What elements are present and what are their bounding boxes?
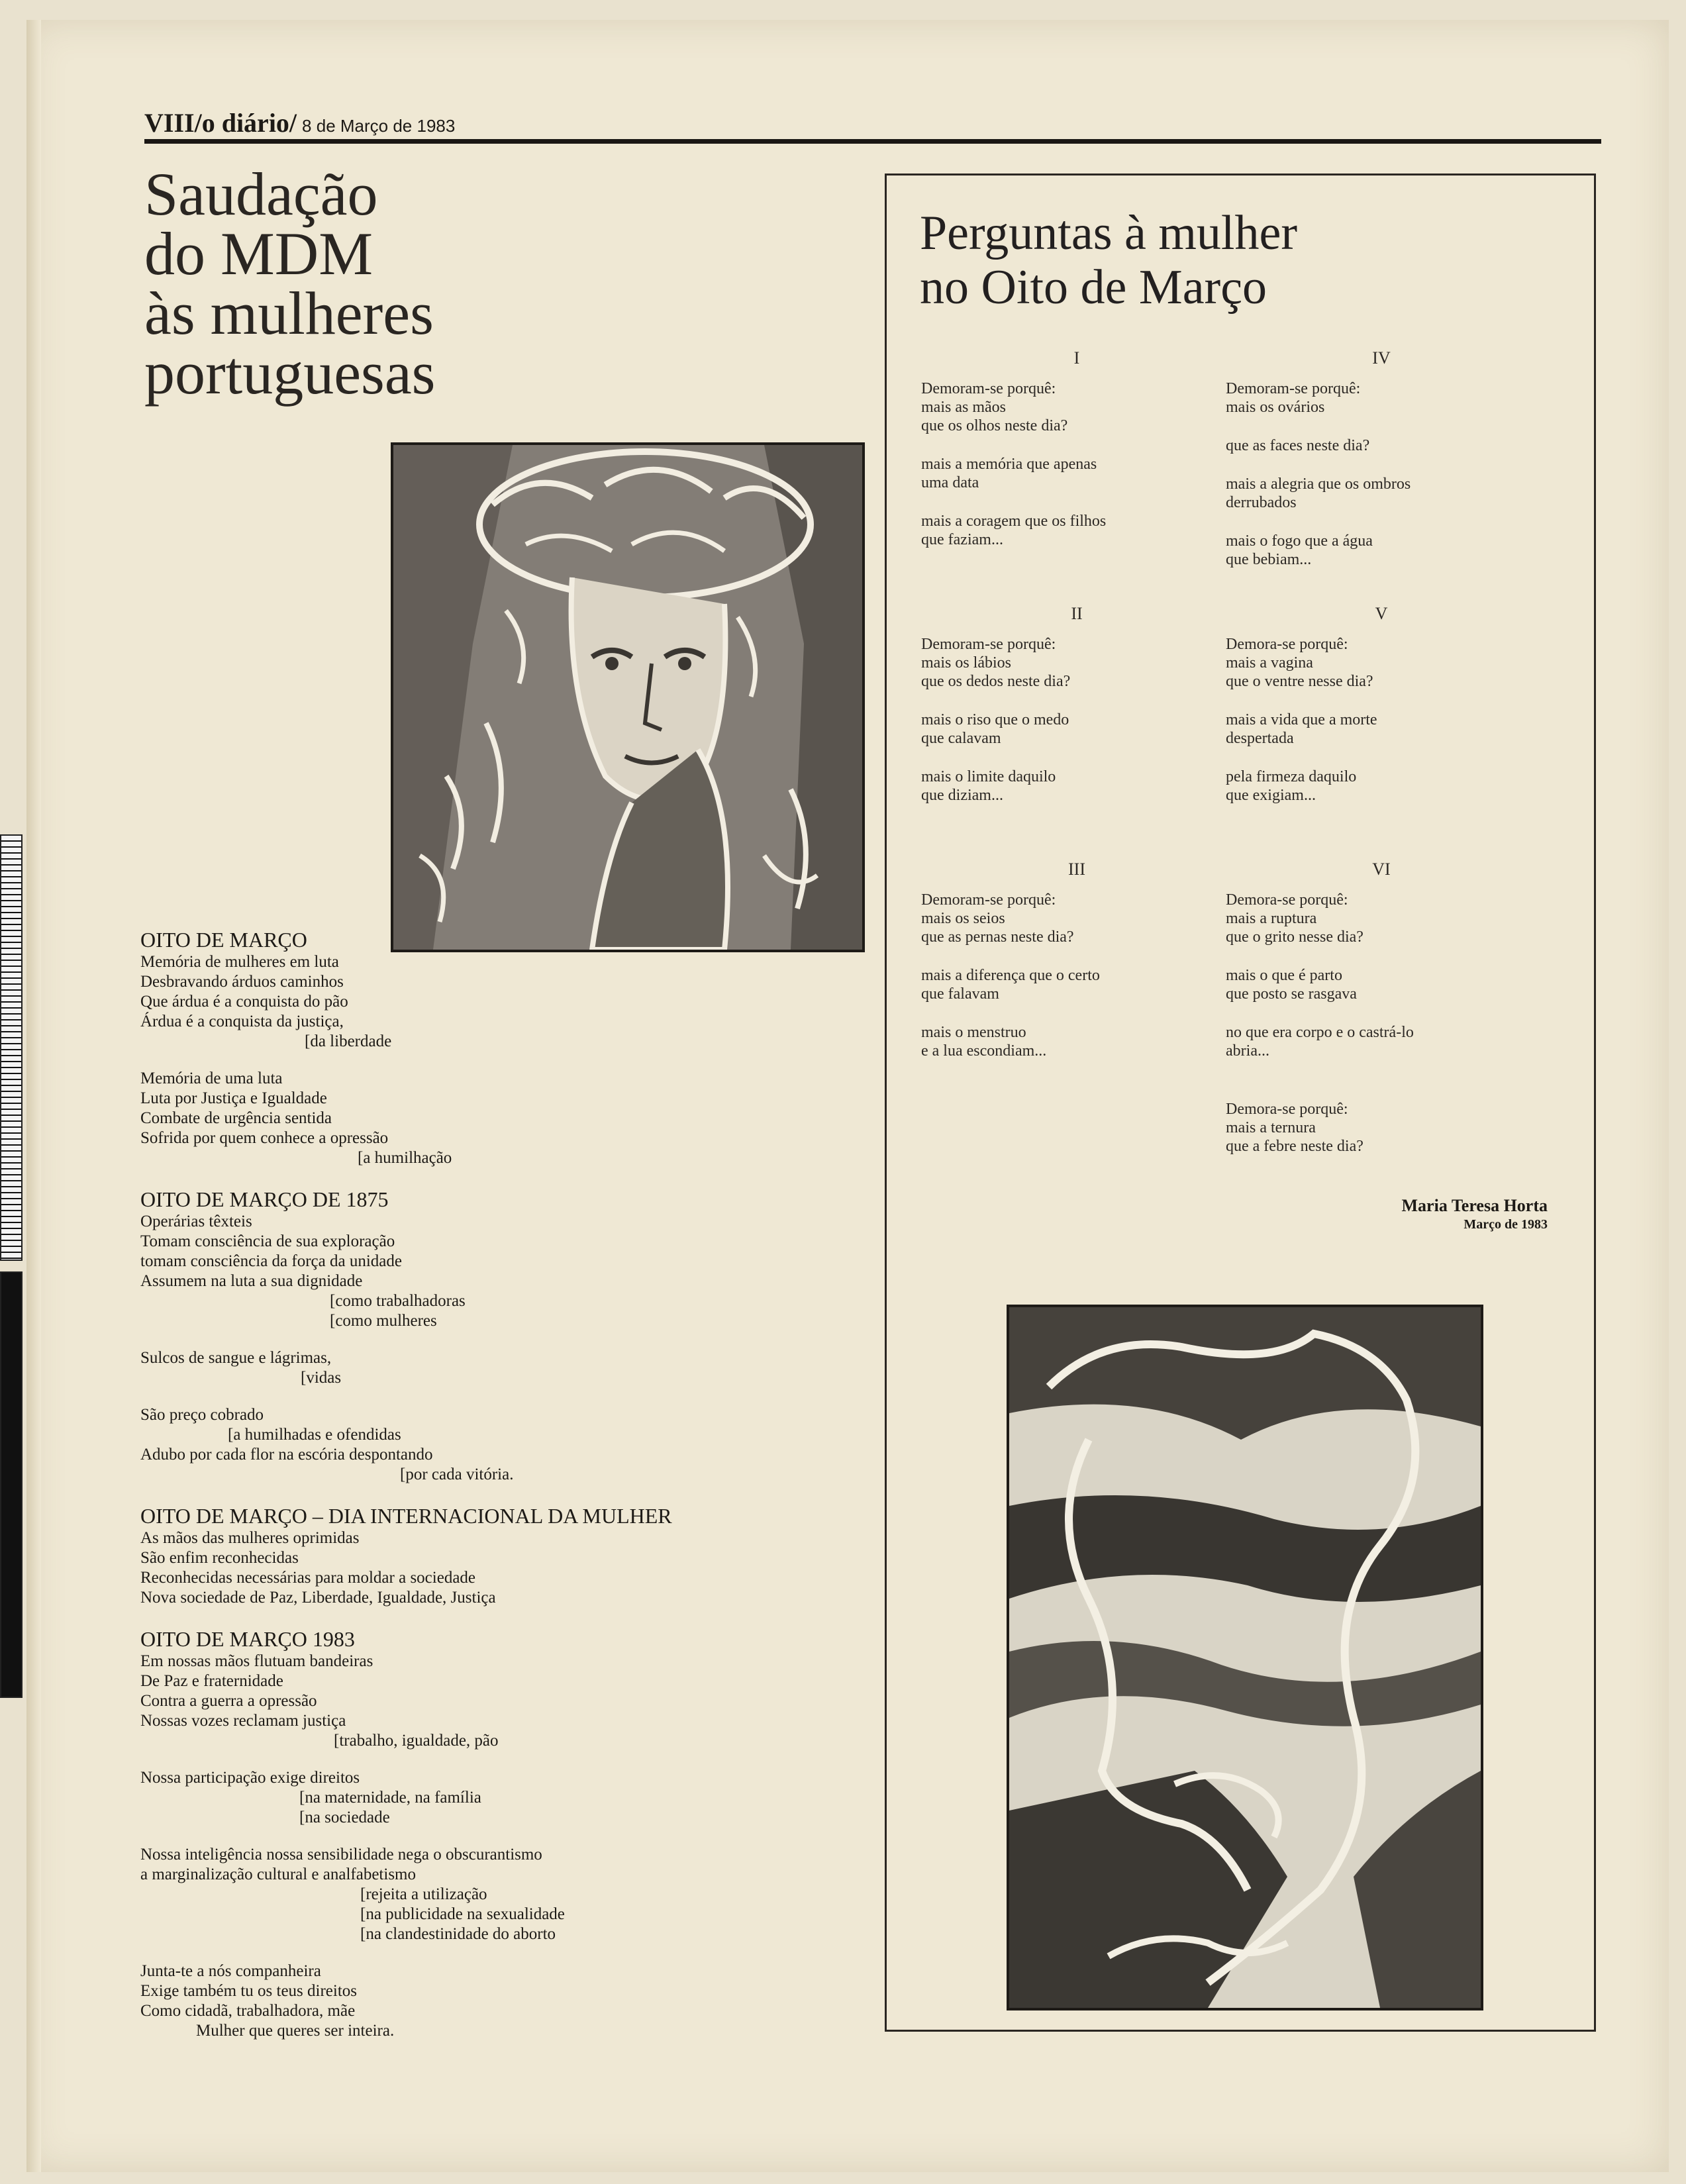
- poem-numeral: I: [1073, 348, 1080, 368]
- author-name: Maria Teresa Horta: [1401, 1196, 1548, 1215]
- verse-line: mais o riso que o medo: [921, 711, 1069, 728]
- verse-line: Nossa participação exige direitos: [140, 1769, 360, 1787]
- verse-line: De Paz e fraternidade: [140, 1672, 283, 1690]
- stanza: [140, 1528, 829, 1608]
- verse-line: As mãos das mulheres oprimidas: [140, 1529, 360, 1547]
- verse-line: pela firmeza daquilo: [1226, 768, 1357, 785]
- verse-line: abria...: [1226, 1042, 1269, 1060]
- verse-line: mais a ruptura: [1226, 910, 1317, 927]
- verse-line: Nossa inteligência nossa sensibilidade nega o obscurantismo: [140, 1846, 542, 1863]
- verse-line: [a humilhação: [358, 1149, 452, 1167]
- stanza: [140, 1405, 829, 1485]
- verse-line: mais a ternura: [1226, 1119, 1316, 1136]
- verse-line: que bebiam...: [1226, 551, 1312, 568]
- verse-line: que o grito nesse dia?: [1226, 928, 1364, 946]
- author-signature: [1402, 1195, 1548, 1232]
- verse-line: mais o que é parto: [1226, 967, 1342, 984]
- verse-line: Demoram-se porquê:: [1226, 380, 1361, 397]
- section-heading: OITO DE MARÇO – DIA INTERNACIONAL DA MULHER: [140, 1504, 672, 1528]
- title-line: do MDM: [144, 220, 373, 287]
- verse-line: São enfim reconhecidas: [140, 1549, 299, 1567]
- verse-line: que as faces neste dia?: [1226, 437, 1370, 454]
- poem-numeral: V: [1375, 604, 1388, 623]
- poem-part: [921, 860, 1232, 1060]
- verse-line: mais os seios: [921, 910, 1005, 927]
- verse-line: que posto se rasgava: [1226, 985, 1357, 1003]
- left-article-body: [140, 927, 829, 2041]
- poem-part: [1226, 860, 1537, 1156]
- left-article-title: [144, 160, 542, 407]
- verse-line: derrubados: [1226, 494, 1297, 511]
- verse-line: [na publicidade na sexualidade: [360, 1905, 565, 1923]
- verse-line: Que árdua é a conquista do pão: [140, 993, 348, 1011]
- verse-line: [por cada vitória.: [400, 1465, 514, 1483]
- verse-line: Luta por Justiça e Igualdade: [140, 1089, 327, 1107]
- verse-line: que falavam: [921, 985, 999, 1003]
- verse-line: Demoram-se porquê:: [921, 891, 1056, 909]
- verse-line: que os dedos neste dia?: [921, 673, 1071, 690]
- verse-line: que diziam...: [921, 787, 1003, 804]
- stanza: [140, 1069, 829, 1168]
- verse-line: mais o fogo que a água: [1226, 532, 1373, 550]
- verse-line: Demoram-se porquê:: [921, 380, 1056, 397]
- verse-line: que calavam: [921, 730, 1001, 747]
- poem-numeral: VI: [1372, 860, 1391, 879]
- verse-line: Desbravando árduos caminhos: [140, 973, 344, 991]
- poem-part: [1226, 349, 1537, 569]
- verse-line: [como mulheres: [330, 1312, 437, 1330]
- poem-part: [921, 349, 1232, 549]
- verse-line: que faziam...: [921, 531, 1003, 548]
- verse-line: mais os ovários: [1226, 399, 1325, 416]
- verse-line: [a humilhadas e ofendidas: [228, 1426, 401, 1444]
- verse-line: [na maternidade, na família: [299, 1789, 481, 1807]
- issue-date: 8 de Março de 1983: [302, 116, 456, 136]
- verse-line: Sofrida por quem conhece a opressão: [140, 1129, 389, 1147]
- verse-line: Como cidadã, trabalhadora, mãe: [140, 2002, 356, 2020]
- verse-line: Em nossas mãos flutuam bandeiras: [140, 1652, 373, 1670]
- verse-line: Nova sociedade de Paz, Liberdade, Igualdade, Justiça: [140, 1589, 496, 1607]
- verse-line: mais o limite daquilo: [921, 768, 1056, 785]
- stanza: [140, 1652, 829, 1751]
- verse-line: Demora-se porquê:: [1226, 1101, 1348, 1118]
- verse-line: Combate de urgência sentida: [140, 1109, 332, 1127]
- verse-line: Tomam consciência de sua exploração: [140, 1232, 395, 1250]
- poem-numeral: II: [1071, 604, 1083, 623]
- poem-numeral: IV: [1372, 348, 1391, 368]
- verse-line: que exigiam...: [1226, 787, 1316, 804]
- section-heading: OITO DE MARÇO: [140, 928, 307, 952]
- poem-part: [921, 605, 1232, 805]
- author-date: Março de 1983: [1463, 1217, 1548, 1232]
- stanza: [140, 1348, 829, 1388]
- verse-line: Adubo por cada flor na escória despontando: [140, 1446, 433, 1464]
- verse-line: Sulcos de sangue e lágrimas,: [140, 1349, 332, 1367]
- verse-line: mais a vagina: [1226, 654, 1313, 671]
- woman-face-illustration: [391, 442, 865, 952]
- section-heading: OITO DE MARÇO DE 1875: [140, 1187, 389, 1211]
- verse-line: São preço cobrado: [140, 1406, 264, 1424]
- verse-line: no que era corpo e o castrá-lo: [1226, 1024, 1414, 1041]
- verse-line: que as pernas neste dia?: [921, 928, 1074, 946]
- stanza: [140, 1768, 829, 1828]
- page-header: [144, 107, 1601, 139]
- verse-line: Operárias têxteis: [140, 1213, 252, 1230]
- poem-part: [1226, 605, 1537, 805]
- verse-line: mais as mãos: [921, 399, 1006, 416]
- verse-line: uma data: [921, 474, 979, 491]
- verse-line: Mulher que queres ser inteira.: [196, 2022, 395, 2040]
- verse-line: Demora-se porquê:: [1226, 891, 1348, 909]
- verse-line: [rejeita a utilização: [360, 1885, 487, 1903]
- header-rule: [144, 139, 1601, 144]
- stanza: [140, 952, 829, 1052]
- abstract-figure-illustration: [1007, 1305, 1483, 2010]
- verse-line: [na clandestinidade do aborto: [360, 1925, 556, 1943]
- verse-line: Memória de uma luta: [140, 1069, 283, 1087]
- section-heading: OITO DE MARÇO 1983: [140, 1627, 355, 1651]
- verse-line: [trabalho, igualdade, pão: [334, 1732, 499, 1750]
- title-line: portuguesas: [144, 339, 436, 407]
- scale-ruler: [0, 834, 23, 1261]
- verse-line: Exige também tu os teus direitos: [140, 1982, 358, 2000]
- verse-line: e a lua escondiam...: [921, 1042, 1047, 1060]
- verse-line: mais a memória que apenas: [921, 456, 1097, 473]
- verse-line: Junta-te a nós companheira: [140, 1962, 321, 1980]
- verse-line: que os olhos neste dia?: [921, 417, 1068, 434]
- title-line: Saudação: [144, 160, 378, 228]
- stanza: [140, 1961, 829, 2041]
- title-line: no Oito de Março: [920, 260, 1267, 315]
- verse-line: Assumem na luta a sua dignidade: [140, 1272, 363, 1290]
- verse-line: Nossas vozes reclamam justiça: [140, 1712, 346, 1730]
- scale-ruler-dark: [0, 1271, 23, 1698]
- verse-line: [vidas: [301, 1369, 342, 1387]
- stanza: [140, 1845, 829, 1944]
- right-article-title: [920, 206, 1516, 315]
- verse-line: tomam consciência da força da unidade: [140, 1252, 402, 1270]
- title-line: às mulheres: [144, 279, 434, 347]
- verse-line: Contra a guerra a opressão: [140, 1692, 317, 1710]
- verse-line: mais os lábios: [921, 654, 1011, 671]
- verse-line: mais a vida que a morte: [1226, 711, 1377, 728]
- verse-line: Demoram-se porquê:: [921, 636, 1056, 653]
- verse-line: que o ventre nesse dia?: [1226, 673, 1373, 690]
- verse-line: Demora-se porquê:: [1226, 636, 1348, 653]
- verse-line: que a febre neste dia?: [1226, 1138, 1364, 1155]
- stanza: [140, 1212, 829, 1331]
- title-line: Perguntas à mulher: [920, 206, 1297, 260]
- verse-line: mais a coragem que os filhos: [921, 513, 1107, 530]
- poem-numeral: III: [1068, 860, 1085, 879]
- verse-line: Reconhecidas necessárias para moldar a sociedade: [140, 1569, 476, 1587]
- section-label: VIII/o diário/: [144, 108, 297, 138]
- verse-line: Memória de mulheres em luta: [140, 953, 339, 971]
- verse-line: a marginalização cultural e analfabetismo: [140, 1865, 417, 1883]
- verse-line: mais o menstruo: [921, 1024, 1026, 1041]
- verse-line: despertada: [1226, 730, 1294, 747]
- verse-line: mais a alegria que os ombros: [1226, 475, 1411, 493]
- verse-line: [da liberdade: [305, 1032, 392, 1050]
- verse-line: [na sociedade: [299, 1809, 390, 1826]
- verse-line: Árdua é a conquista da justiça,: [140, 1013, 344, 1030]
- verse-line: [como trabalhadoras: [330, 1292, 466, 1310]
- verse-line: mais a diferença que o certo: [921, 967, 1100, 984]
- paper-fold: [26, 20, 41, 2172]
